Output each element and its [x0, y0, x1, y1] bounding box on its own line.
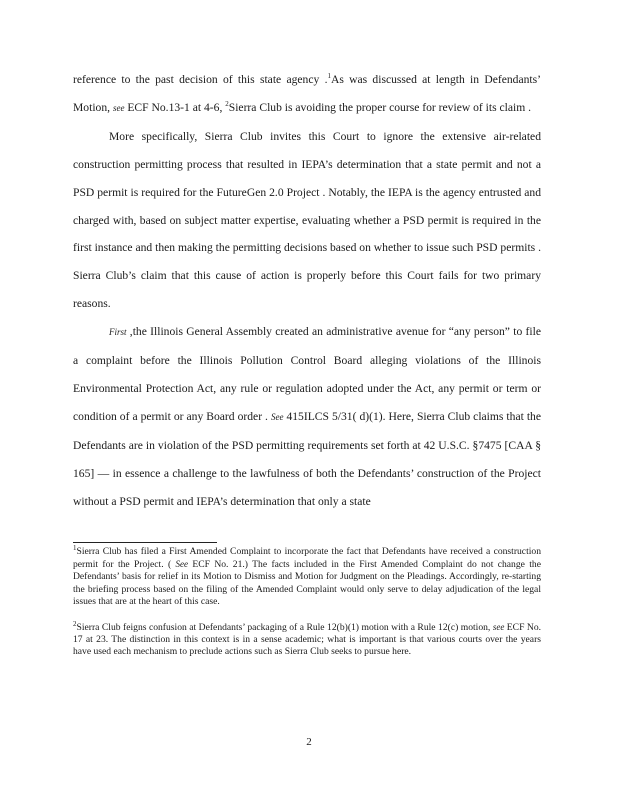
footnote-divider — [73, 542, 217, 543]
footnote-1: $^1$Sierra Club has filed a First Amended Complaint to incorporate the fact that Defendants have received a construction permit for the Project. ( See ECF No. 21.) The facts included in the First Amended Complaint do not change the Defendants’ basis for relief in its Motion to Dismiss and Motion for Judgment on the Pleadings. Accordingly, re-starting the briefing process based on the filing of the Amended Complaint would only serve to delay adjudication of the legal issues that are at the heart of this case. — [73, 543, 541, 607]
footnotes — [73, 543, 542, 672]
footnote-ref-1: 1 — [327, 72, 331, 81]
paragraph-1: reference to the past decision of this state agency .$^1$As was discussed at length in Defendants’ Motion, see ECF No.13-1 at 4-6, $^2$Sierra Club is avoiding the proper course for review of its claim . — [73, 72, 541, 114]
paragraph-3: First ,the Illinois General Assembly created an administrative avenue for “any person” to file a complaint before the Illinois Pollution Control Board alleging violations of the Illinois Environmental Protection Act, any rule or regulation adopted under the Act, any permit or term or condition of a permit or any Board order . See 415ILCS 5/31( d)(1). Here, Sierra Club claims that the Defendants are in violation of the PSD permitting requirements set forth at 42 U.S.C. §7475 [CAA § 165] — in essence a challenge to the lawfulness of both the Defendants’ construction of the Project without a PSD permit and IEPA’s determination that only a state — [73, 325, 541, 508]
page-number: 2 — [306, 736, 312, 748]
footnote-ref-2: 2 — [225, 100, 229, 109]
footnote-2: $^2$Sierra Club feigns confusion at Defendants’ packaging of a Rule 12(b)(1) motion with a Rule 12(c) motion, see ECF No. 17 at 23. The distinction in this context is in a sense academic; what is important is that various courts over the years have used each mechanism to preclude actions such as Sierra Club seeks to pursue here. — [73, 619, 542, 658]
paragraph-2: More specifically, Sierra Club invites this Court to ignore the extensive air-related construction permitting process that resulted in IEPA’s determination that a state permit and not a PSD permit is required for the FutureGen 2.0 Project . Notably, the IEPA is the agency entrusted and charged with, based on subject matter expertise, evaluating whether a PSD permit is required in the first instance and then making the permitting decisions based on whether to issue such PSD permits . Sierra Club’s claim that this cause of action is properly before this Court fails for two primary reasons. — [73, 129, 541, 311]
body-text — [73, 66, 541, 516]
